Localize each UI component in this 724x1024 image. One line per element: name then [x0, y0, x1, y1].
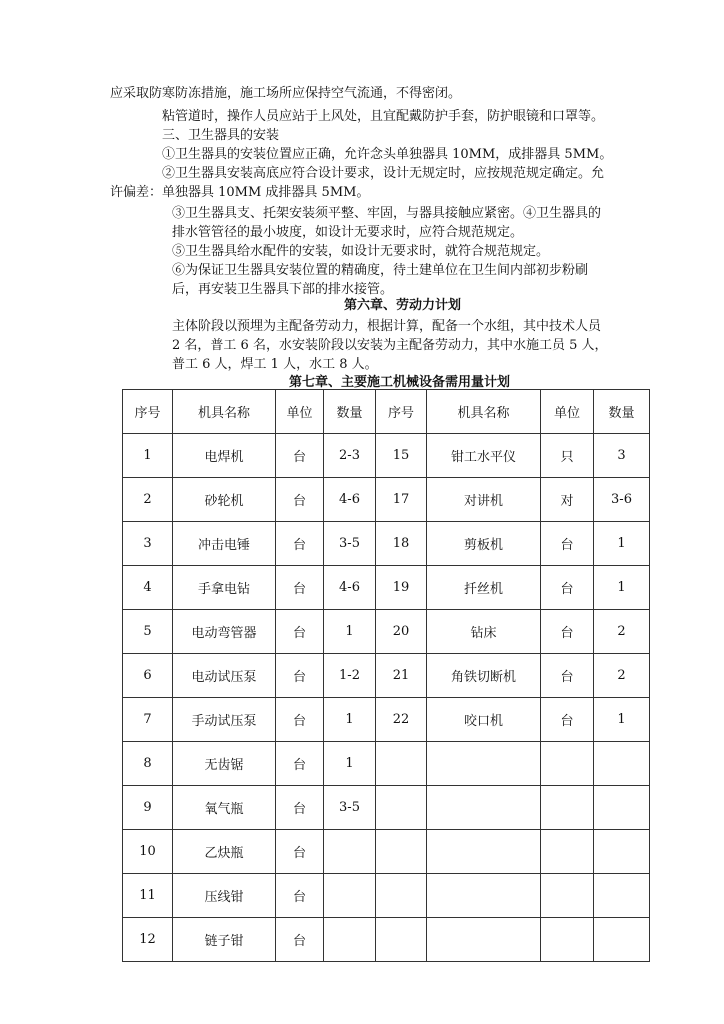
- table-cell: 台: [276, 610, 324, 654]
- table-cell: [594, 918, 650, 962]
- table-cell: 9: [123, 786, 173, 830]
- table-cell: 11: [123, 874, 173, 918]
- table-row: [123, 610, 650, 654]
- paragraph-line: ②卫生器具安装高底应符合设计要求，设计无规定时，应按规范规定确定。允: [162, 166, 605, 181]
- table-cell: 1: [594, 566, 650, 610]
- table-cell: 21: [376, 654, 427, 698]
- paragraph-line: ⑤卫生器具给水配件的安装，如设计无要求时，就符合规范规定。: [172, 244, 550, 259]
- table-cell: 台: [541, 698, 594, 742]
- table-body: [123, 434, 650, 962]
- table-cell: 台: [541, 566, 594, 610]
- table-row: [123, 522, 650, 566]
- table-cell: 2: [123, 478, 173, 522]
- table-cell: [594, 830, 650, 874]
- table-cell: 对: [541, 478, 594, 522]
- table-cell: 砂轮机: [173, 478, 276, 522]
- table-cell: [376, 918, 427, 962]
- table-row: [123, 918, 650, 962]
- table-cell: 3-5: [324, 522, 376, 566]
- table-cell: 1: [324, 742, 376, 786]
- table-cell: 角铁切断机: [427, 654, 541, 698]
- table-cell: 1: [324, 610, 376, 654]
- table-cell: 1: [324, 698, 376, 742]
- table-cell: [376, 874, 427, 918]
- table-cell: 钻床: [427, 610, 541, 654]
- paragraph-line: ①卫生器具的安装位置应正确，允许念头单独器具 10MM，成排器具 5MM。: [162, 147, 613, 162]
- paragraph-line: 普工 6 人，焊工 1 人，水工 8 人。: [172, 357, 378, 372]
- table-row: [123, 786, 650, 830]
- table-cell: [541, 786, 594, 830]
- table-cell: 台: [276, 478, 324, 522]
- paragraph-line: 排水管管径的最小坡度，如设计无要求时，应符合规范规定。: [172, 225, 524, 240]
- table-cell: [541, 830, 594, 874]
- table-cell: 7: [123, 698, 173, 742]
- table-cell: 氧气瓶: [173, 786, 276, 830]
- table-cell: 1: [123, 434, 173, 478]
- table-cell: 只: [541, 434, 594, 478]
- header-cell: 单位: [541, 390, 594, 434]
- table-cell: 2: [594, 654, 650, 698]
- paragraph-line: 主体阶段以预埋为主配备劳动力，根据计算，配备一个水组，其中技术人员: [172, 319, 602, 334]
- table-cell: [427, 742, 541, 786]
- table-row: [123, 566, 650, 610]
- table-cell: [376, 786, 427, 830]
- table-cell: 冲击电锤: [173, 522, 276, 566]
- chapter-6-heading: 第六章、劳动力计划: [344, 298, 462, 313]
- table-row: [123, 654, 650, 698]
- paragraph-line: ⑥为保证卫生器具安装位置的精确度，待土建单位在卫生间内部初步粉刷: [172, 263, 589, 278]
- table-cell: 电动弯管器: [173, 610, 276, 654]
- table-cell: 乙炔瓶: [173, 830, 276, 874]
- table-cell: [324, 830, 376, 874]
- table-cell: 台: [276, 522, 324, 566]
- table-cell: [376, 830, 427, 874]
- table-cell: 22: [376, 698, 427, 742]
- table-cell: 6: [123, 654, 173, 698]
- table-cell: 3-5: [324, 786, 376, 830]
- table-cell: [594, 786, 650, 830]
- table-cell: 5: [123, 610, 173, 654]
- table-cell: 钳工水平仪: [427, 434, 541, 478]
- section-heading: 三、卫生器具的安装: [162, 128, 280, 143]
- table-row: [123, 742, 650, 786]
- table-cell: 台: [276, 434, 324, 478]
- paragraph-line: ③卫生器具支、托架安装须平整、牢固，与器具接触应紧密。④卫生器具的: [172, 206, 602, 221]
- paragraph-line: 应采取防寒防冻措施，施工场所应保持空气流通，不得密闭。: [110, 86, 462, 101]
- table-cell: 电动试压泵: [173, 654, 276, 698]
- table-cell: 3: [594, 434, 650, 478]
- table-cell: 台: [276, 566, 324, 610]
- table-cell: 2-3: [324, 434, 376, 478]
- table-cell: 台: [541, 654, 594, 698]
- paragraph-line: 许偏差：单独器具 10MM 成排器具 5MM。: [110, 185, 370, 200]
- table-cell: 咬口机: [427, 698, 541, 742]
- table-cell: 1: [594, 698, 650, 742]
- table-cell: 手动试压泵: [173, 698, 276, 742]
- table-cell: 压线钳: [173, 874, 276, 918]
- header-cell: 单位: [276, 390, 324, 434]
- table-row: [123, 478, 650, 522]
- table-cell: 链子钳: [173, 918, 276, 962]
- table-cell: 台: [276, 830, 324, 874]
- table-cell: 1-2: [324, 654, 376, 698]
- table-cell: 台: [276, 874, 324, 918]
- table-cell: 扦丝机: [427, 566, 541, 610]
- table-cell: 无齿锯: [173, 742, 276, 786]
- header-cell: 序号: [376, 390, 427, 434]
- table-cell: [427, 786, 541, 830]
- table-cell: 台: [276, 742, 324, 786]
- table-cell: [541, 918, 594, 962]
- table-cell: [324, 918, 376, 962]
- header-cell: 机具名称: [427, 390, 541, 434]
- header-cell: 数量: [594, 390, 650, 434]
- header-cell: 数量: [324, 390, 376, 434]
- table-cell: [427, 830, 541, 874]
- table-cell: [594, 874, 650, 918]
- table-cell: [376, 742, 427, 786]
- table-cell: 15: [376, 434, 427, 478]
- table-cell: 台: [276, 786, 324, 830]
- paragraph-line: 2 名，普工 6 名，水安装阶段以安装为主配备劳动力，其中水施工员 5 人，: [172, 338, 608, 353]
- table-cell: 3-6: [594, 478, 650, 522]
- table-cell: 3: [123, 522, 173, 566]
- table-cell: [594, 742, 650, 786]
- table-cell: 对讲机: [427, 478, 541, 522]
- table-cell: 4: [123, 566, 173, 610]
- header-cell: 机具名称: [173, 390, 276, 434]
- table-cell: [324, 874, 376, 918]
- table-cell: 台: [541, 522, 594, 566]
- table-cell: 4-6: [324, 566, 376, 610]
- header-cell: 序号: [123, 390, 173, 434]
- table-header-row: [123, 390, 650, 434]
- table-cell: 12: [123, 918, 173, 962]
- table-cell: 8: [123, 742, 173, 786]
- table-cell: 2: [594, 610, 650, 654]
- table-row: [123, 698, 650, 742]
- table-cell: 18: [376, 522, 427, 566]
- table-cell: 4-6: [324, 478, 376, 522]
- table-row: [123, 830, 650, 874]
- table-cell: [541, 874, 594, 918]
- table-cell: 电焊机: [173, 434, 276, 478]
- table-cell: 手拿电钻: [173, 566, 276, 610]
- table-cell: 台: [276, 918, 324, 962]
- chapter-7-heading: 第七章、主要施工机械设备需用量计划: [289, 375, 511, 390]
- equipment-table: [122, 389, 650, 962]
- table-cell: 17: [376, 478, 427, 522]
- table-cell: 20: [376, 610, 427, 654]
- paragraph-line: 粘管道时，操作人员应站于上风处，且宜配戴防护手套，防护眼镜和口罩等。: [162, 109, 605, 124]
- table-cell: 剪板机: [427, 522, 541, 566]
- table-cell: [427, 918, 541, 962]
- table-cell: 台: [276, 654, 324, 698]
- table-cell: [541, 742, 594, 786]
- table-cell: 台: [276, 698, 324, 742]
- table-cell: 台: [541, 610, 594, 654]
- paragraph-line: 后，再安装卫生器具下部的排水接管。: [172, 282, 394, 297]
- table-cell: 10: [123, 830, 173, 874]
- table-cell: [427, 874, 541, 918]
- table-row: [123, 874, 650, 918]
- table-cell: 19: [376, 566, 427, 610]
- table-cell: 1: [594, 522, 650, 566]
- table-row: [123, 434, 650, 478]
